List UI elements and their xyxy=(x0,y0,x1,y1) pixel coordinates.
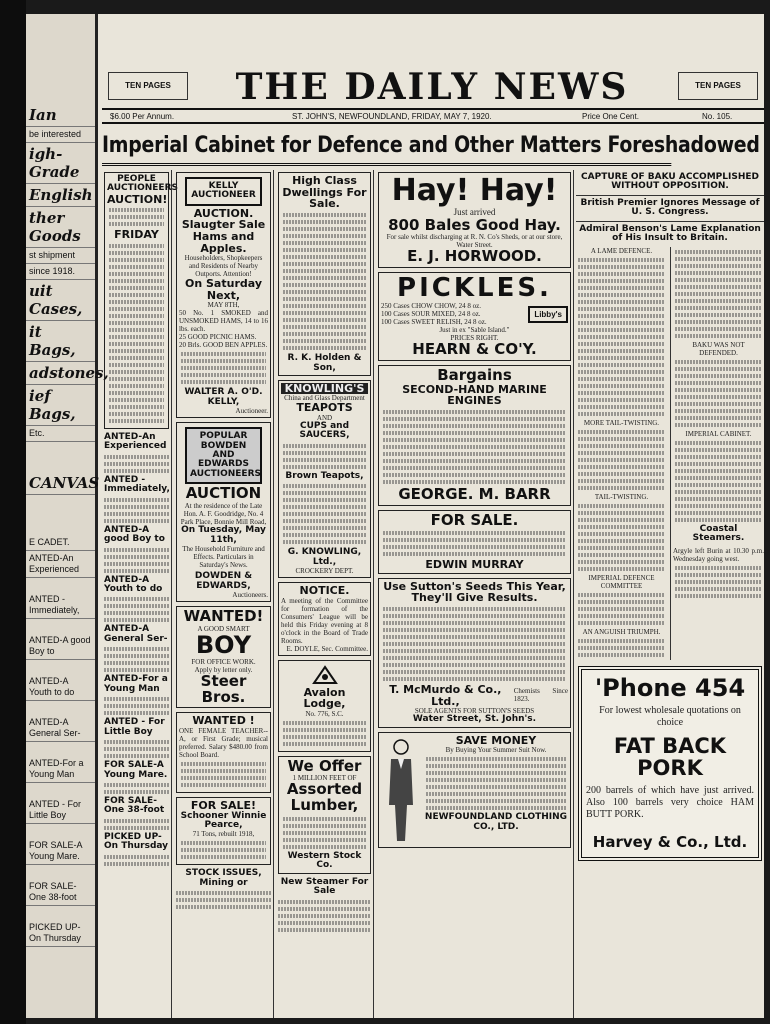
text-lines xyxy=(281,484,368,544)
libbys-badge: Libby's xyxy=(528,306,568,323)
knowlings-ad xyxy=(278,380,371,578)
on-tuesday: On Tuesday, May 11th, xyxy=(181,525,266,545)
text-lines xyxy=(281,213,368,350)
classified-ad: ANTED-A good Boy to xyxy=(104,524,165,545)
steamer-heading: New Steamer For Sale xyxy=(280,876,369,897)
text-lines xyxy=(102,498,171,523)
text-lines xyxy=(179,762,268,787)
section-heading: AN ANGUISH TRIUMPH. xyxy=(582,627,661,636)
price: Price One Cent. xyxy=(582,112,639,121)
text-lines xyxy=(102,597,171,622)
marine-engines: SECOND-HAND MARINE ENGINES xyxy=(402,382,547,408)
text-lines xyxy=(673,360,764,427)
signer: G. KNOWLING, Ltd., xyxy=(287,547,362,568)
prev-snippet: it Bags, xyxy=(26,321,95,362)
schooner-details: 71 Tons, rebuilt 1918, xyxy=(192,830,255,839)
prev-snippet: FOR SALE-One 38-foot xyxy=(26,879,95,906)
text-lines xyxy=(102,647,171,672)
text-lines xyxy=(281,817,368,849)
may-8: MAY 8TH, xyxy=(207,301,240,310)
and-text: AND xyxy=(316,413,333,422)
column-2 xyxy=(174,170,274,1018)
prev-snippet: Etc. xyxy=(26,426,95,442)
text-lines xyxy=(179,841,268,859)
column-3 xyxy=(276,170,374,1018)
classified-ad: FOR SALE-A Young Mare. xyxy=(104,760,168,780)
column-4 xyxy=(376,170,574,1018)
wanted-heading: WANTED! xyxy=(183,606,264,625)
crockery-dept: CROCKERY DEPT. xyxy=(295,567,354,576)
classified-ad: PICKED UP-On Thursday xyxy=(104,831,169,852)
masonic-emblem-icon xyxy=(313,666,337,684)
murray-ad xyxy=(378,510,571,574)
prices-right: PRICES RIGHT. xyxy=(450,334,499,343)
auction-title: AUCTION! xyxy=(107,192,168,206)
western-stock: Western Stock Co. xyxy=(287,850,362,871)
text-lines xyxy=(381,531,568,556)
harvey-ad xyxy=(578,666,762,861)
million-feet: 1 MILLION FEET OF xyxy=(292,774,357,783)
slaughter-heading: Slaugter Sale Hams and Apples. xyxy=(181,218,266,255)
brown-teapots: Brown Teapots, xyxy=(285,470,364,481)
auction-ad xyxy=(104,172,178,429)
divider xyxy=(576,221,764,222)
text-lines xyxy=(381,410,568,484)
section-heading: MORE TAIL-TWISTING. xyxy=(583,418,660,427)
prev-snippet: ANTED - For Little Boy xyxy=(26,797,95,824)
text-lines xyxy=(102,855,171,866)
steer-bros: Steer Bros. xyxy=(200,671,247,706)
classified-ad: ANTED-A General Ser- xyxy=(104,624,168,644)
auction-day: FRIDAY xyxy=(114,228,159,242)
barrels-text: 200 barrels of which have just arrived. Also 100 barrels very choice HAM BUTT PORK. xyxy=(586,784,754,820)
signer-role: Auctioneers. xyxy=(232,590,268,599)
chemists: Chemists Since 1823. xyxy=(513,687,568,704)
signer: DOWDEN & EDWARDS, xyxy=(194,570,253,591)
water-street: Water Street, St. John's. xyxy=(412,714,537,725)
column-5 xyxy=(576,170,764,1018)
bales: 800 Bales Good Hay. xyxy=(388,215,561,234)
prev-snippet: CANVAS xyxy=(26,472,95,495)
dateline xyxy=(102,110,764,124)
prev-snippet: E CADET. xyxy=(26,535,95,551)
phone-heading: 'Phone 454 xyxy=(594,673,746,702)
suttons-seeds-ad xyxy=(378,578,571,728)
item-line: 20 Brls. GOOD BEN APPLES. xyxy=(179,341,268,350)
notice-ad xyxy=(278,582,371,656)
popular-auction-ad xyxy=(176,422,271,602)
wanted-boy-ad xyxy=(176,606,271,708)
prev-snippet: be interested xyxy=(26,127,95,143)
section-heading: IMPERIAL CABINET. xyxy=(685,429,752,438)
classified-ad: ANTED - Immediately, xyxy=(104,474,170,495)
issue-number: No. 105. xyxy=(702,112,733,121)
apply-text: Apply by letter only. xyxy=(194,665,253,674)
nfld-clothing: NEWFOUNDLAND CLOTHING CO., LTD. xyxy=(424,812,568,832)
prev-snippet: adstones, xyxy=(26,362,95,385)
text-lines xyxy=(281,721,368,746)
section-heading: BAKU WAS NOT DEFENDED. xyxy=(692,340,745,357)
text-lines xyxy=(673,250,764,338)
text-lines xyxy=(673,441,764,522)
text-lines xyxy=(281,444,368,469)
prev-snippet: FOR SALE-A Young Mare. xyxy=(26,838,95,865)
text-lines xyxy=(102,548,171,573)
ear-right: TEN PAGES xyxy=(678,72,758,100)
text-lines xyxy=(107,244,166,423)
mcmurdo: T. McMurdo & Co., Ltd., xyxy=(389,683,502,708)
man-in-suit-icon xyxy=(381,735,421,845)
auction-heading: AUCTION. xyxy=(193,206,254,220)
notice-heading: NOTICE. xyxy=(299,584,350,598)
stock-issues: STOCK ISSUES, Mining or xyxy=(185,868,262,888)
classified-ad: ANTED-An Experienced xyxy=(104,431,167,452)
signer: R. K. Holden & Son, xyxy=(287,352,362,373)
lumber-ad xyxy=(278,756,371,874)
notice-text: A meeting of the Committee for formation of the Consumers' League will be held this Friday evening at 8 o'clock in the Board of Trade Rooms. xyxy=(281,596,368,645)
product-line: 100 Cases SOUR MIXED, 24 8 oz. xyxy=(381,310,481,319)
hay-sub: For sale whilst discharging at R. N. Co's Sheds, or at our store, Water Street. xyxy=(386,233,563,250)
assorted-lumber: Assorted Lumber, xyxy=(286,780,363,815)
for-sale-heading: FOR SALE! xyxy=(190,798,257,812)
prev-snippet: ANTED - Immediately, xyxy=(26,592,95,619)
text-lines xyxy=(102,455,171,473)
text-lines xyxy=(276,900,373,932)
hay-heading: Hay! Hay! xyxy=(391,173,558,208)
scanner-spine xyxy=(0,0,26,1024)
section-heading: IMPERIAL DEFENCE COMMITTEE xyxy=(588,573,655,590)
place-date: ST. JOHN'S, NEWFOUNDLAND, FRIDAY, MAY 7, 1920. xyxy=(292,112,492,121)
prev-snippet: ther Goods xyxy=(26,207,95,248)
we-offer: We Offer xyxy=(287,756,362,775)
marine-engines-ad xyxy=(378,365,571,506)
main-headline: Imperial Cabinet for Defence and Other Matters Foreshadowed xyxy=(102,126,671,166)
text-lines xyxy=(576,639,667,657)
cups-heading: CUPS and SAUCERS, xyxy=(299,420,350,441)
previous-page-fragment xyxy=(26,14,109,1018)
prev-snippet: Ian xyxy=(26,104,95,127)
avalon-lodge-ad xyxy=(278,660,371,752)
item-line: 50 No. 1 SMOKED and UNSMOKED HAMS, 14 to 16 lbs. each. xyxy=(179,309,268,334)
text-lines xyxy=(576,430,667,490)
china-glass: China and Glass Department xyxy=(284,394,365,403)
buying-suit: By Buying Your Summer Suit Now. xyxy=(445,746,547,755)
clothing-ad xyxy=(378,732,571,848)
front-page xyxy=(102,14,764,1018)
save-money: SAVE MONEY xyxy=(455,733,537,747)
suttons-heading: Use Sutton's Seeds This Year, They'll Give Results. xyxy=(383,579,566,605)
prev-snippet: ANTED-An Experienced xyxy=(26,551,95,578)
horwood: E. J. HORWOOD. xyxy=(407,247,542,266)
dwellings-heading: High Class Dwellings For Sale. xyxy=(282,174,367,211)
sable-island: Just in ex "Sable Island." xyxy=(439,326,510,335)
wanted-teacher-ad xyxy=(176,712,271,793)
harvey-co: Harvey & Co., Ltd. xyxy=(592,832,748,851)
product-line: 250 Cases CHOW CHOW, 24 8 oz. xyxy=(381,302,481,311)
prev-snippet: since 1918. xyxy=(26,264,95,280)
prev-snippet: ANTED-For a Young Man xyxy=(26,756,95,783)
signer: WALTER A. O'D. KELLY, xyxy=(184,387,263,408)
notice-sig: E. DOYLE, Sec. Committee. xyxy=(286,644,368,653)
fat-back-pork: FAT BACK PORK xyxy=(613,733,727,780)
text-lines xyxy=(102,783,171,794)
on-saturday: On Saturday Next, xyxy=(185,277,262,302)
classified-ad: ANTED - For Little Boy xyxy=(104,717,165,737)
prev-snippet: ANTED-A good Boy to xyxy=(26,633,95,660)
text-lines xyxy=(576,504,667,571)
for-sale-heading: FOR SALE. xyxy=(430,510,519,529)
schooner-name: Schooner Winnie Pearce, xyxy=(180,810,267,830)
lowest-text: For lowest wholesale quotations on choice xyxy=(599,704,741,728)
hearn: HEARN & CO'Y. xyxy=(412,340,537,359)
popular-logo: POPULAR BOWDEN AND EDWARDS AUCTIONEERS xyxy=(185,427,262,484)
pickles-ad xyxy=(378,272,571,361)
text-lines xyxy=(179,352,268,384)
prev-snippet: ief Bags, xyxy=(26,385,95,426)
just-arrived: Just arrived xyxy=(453,206,496,217)
classified-ad: ANTED-For a Young Man xyxy=(104,674,168,694)
hay-ad xyxy=(378,172,571,268)
prev-snippet: English xyxy=(26,184,95,207)
wanted-heading: WANTED ! xyxy=(192,714,255,728)
prev-snippet: st shipment xyxy=(26,248,95,264)
section-heading: A LAME DEFENCE. xyxy=(590,246,653,255)
avalon-heading: Avalon Lodge, xyxy=(303,685,346,711)
householders-text: Householders, Shopkeepers and Residents of Nearby Outports. Attention! xyxy=(184,254,263,279)
section-heading: TAIL-TWISTING. xyxy=(594,492,649,501)
household-text: The Household Furniture and Effects. Particulars in Saturday's News. xyxy=(182,544,265,569)
newspaper-title: THE DAILY NEWS xyxy=(235,66,629,108)
text-lines xyxy=(107,208,166,226)
prev-snippet: uit Cases, xyxy=(26,280,95,321)
admiral-headline: Admiral Benson's Lame Explanation of His Insult to Britain. xyxy=(579,223,761,244)
boy-heading: BOY xyxy=(195,630,252,659)
coastal-heading: Coastal Steamers. xyxy=(692,523,745,544)
teacher-text: ONE FEMALE TEACHER--A, or First Grade; musical preferred. Salary $480.00 from School Board. xyxy=(179,726,268,759)
classified-ad: FOR SALE-One 38-foot xyxy=(104,795,165,816)
pickles-heading: PICKLES. xyxy=(397,273,552,303)
text-lines xyxy=(576,593,667,625)
item-line: 25 GOOD PICNIC HAMS. xyxy=(179,333,257,342)
auction-heading: AUCTION xyxy=(185,484,262,503)
smart-text: A GOOD SMART xyxy=(197,624,250,633)
kelly-auction-ad xyxy=(176,172,271,418)
ear-left: TEN PAGES xyxy=(108,72,188,100)
text-lines xyxy=(102,740,171,758)
newspaper-page xyxy=(26,14,764,1018)
coastal-text: Argyle left Burin at 10.30 p.m. Wednesday going west. xyxy=(673,546,764,563)
column-1 xyxy=(102,170,178,1018)
kelly-logo: KELLY AUCTIONEER xyxy=(185,177,262,206)
text-lines xyxy=(673,566,764,598)
text-lines xyxy=(576,258,667,416)
product-line: 100 Cases SWEET RELISH, 24 8 oz. xyxy=(381,318,487,327)
capture-headline: CAPTURE OF BAKU ACCOMPLISHED WITHOUT OPPOSITION. xyxy=(581,172,759,192)
prev-snippet: ANTED-A General Ser- xyxy=(26,715,95,742)
text-lines xyxy=(102,819,171,830)
prev-snippet: ANTED-A Youth to do xyxy=(26,674,95,701)
premier-headline: British Premier Ignores Message of U. S. Congress. xyxy=(580,197,760,218)
text-lines xyxy=(381,607,568,681)
residence-text: At the residence of the Late Hon. A. F. Goodridge, No. 4 Park Place, Bonnie Mill Road, xyxy=(180,502,267,527)
text-lines xyxy=(102,697,171,715)
signer-role: Auctioneer. xyxy=(235,407,268,416)
barr: GEORGE. M. BARR xyxy=(398,484,551,503)
text-lines xyxy=(174,891,273,909)
avalon-no: No. 776, S.C. xyxy=(305,709,344,718)
masthead xyxy=(102,64,764,110)
text-lines xyxy=(424,757,568,810)
auction-house: PEOPLE AUCTIONEERS xyxy=(107,174,178,194)
office-text: FOR OFFICE WORK. xyxy=(191,657,256,666)
prev-snippet: igh-Grade xyxy=(26,143,95,184)
prev-snippet: PICKED UP-On Thursday xyxy=(26,920,95,947)
edwin-murray: EDWIN MURRAY xyxy=(425,558,524,572)
teapots-heading: TEAPOTS xyxy=(296,401,353,415)
knowlings-heading: KNOWLING'S xyxy=(281,383,368,395)
sole-agents: SOLE AGENTS FOR SUTTON'S SEEDS xyxy=(414,707,535,716)
dwellings-ad xyxy=(278,172,371,376)
divider xyxy=(576,195,764,196)
per-annum: $6.00 Per Annum. xyxy=(110,112,175,121)
classified-ad: ANTED-A Youth to do xyxy=(104,574,163,595)
bargains: Bargains xyxy=(437,366,512,385)
schooner-ad xyxy=(176,797,271,865)
